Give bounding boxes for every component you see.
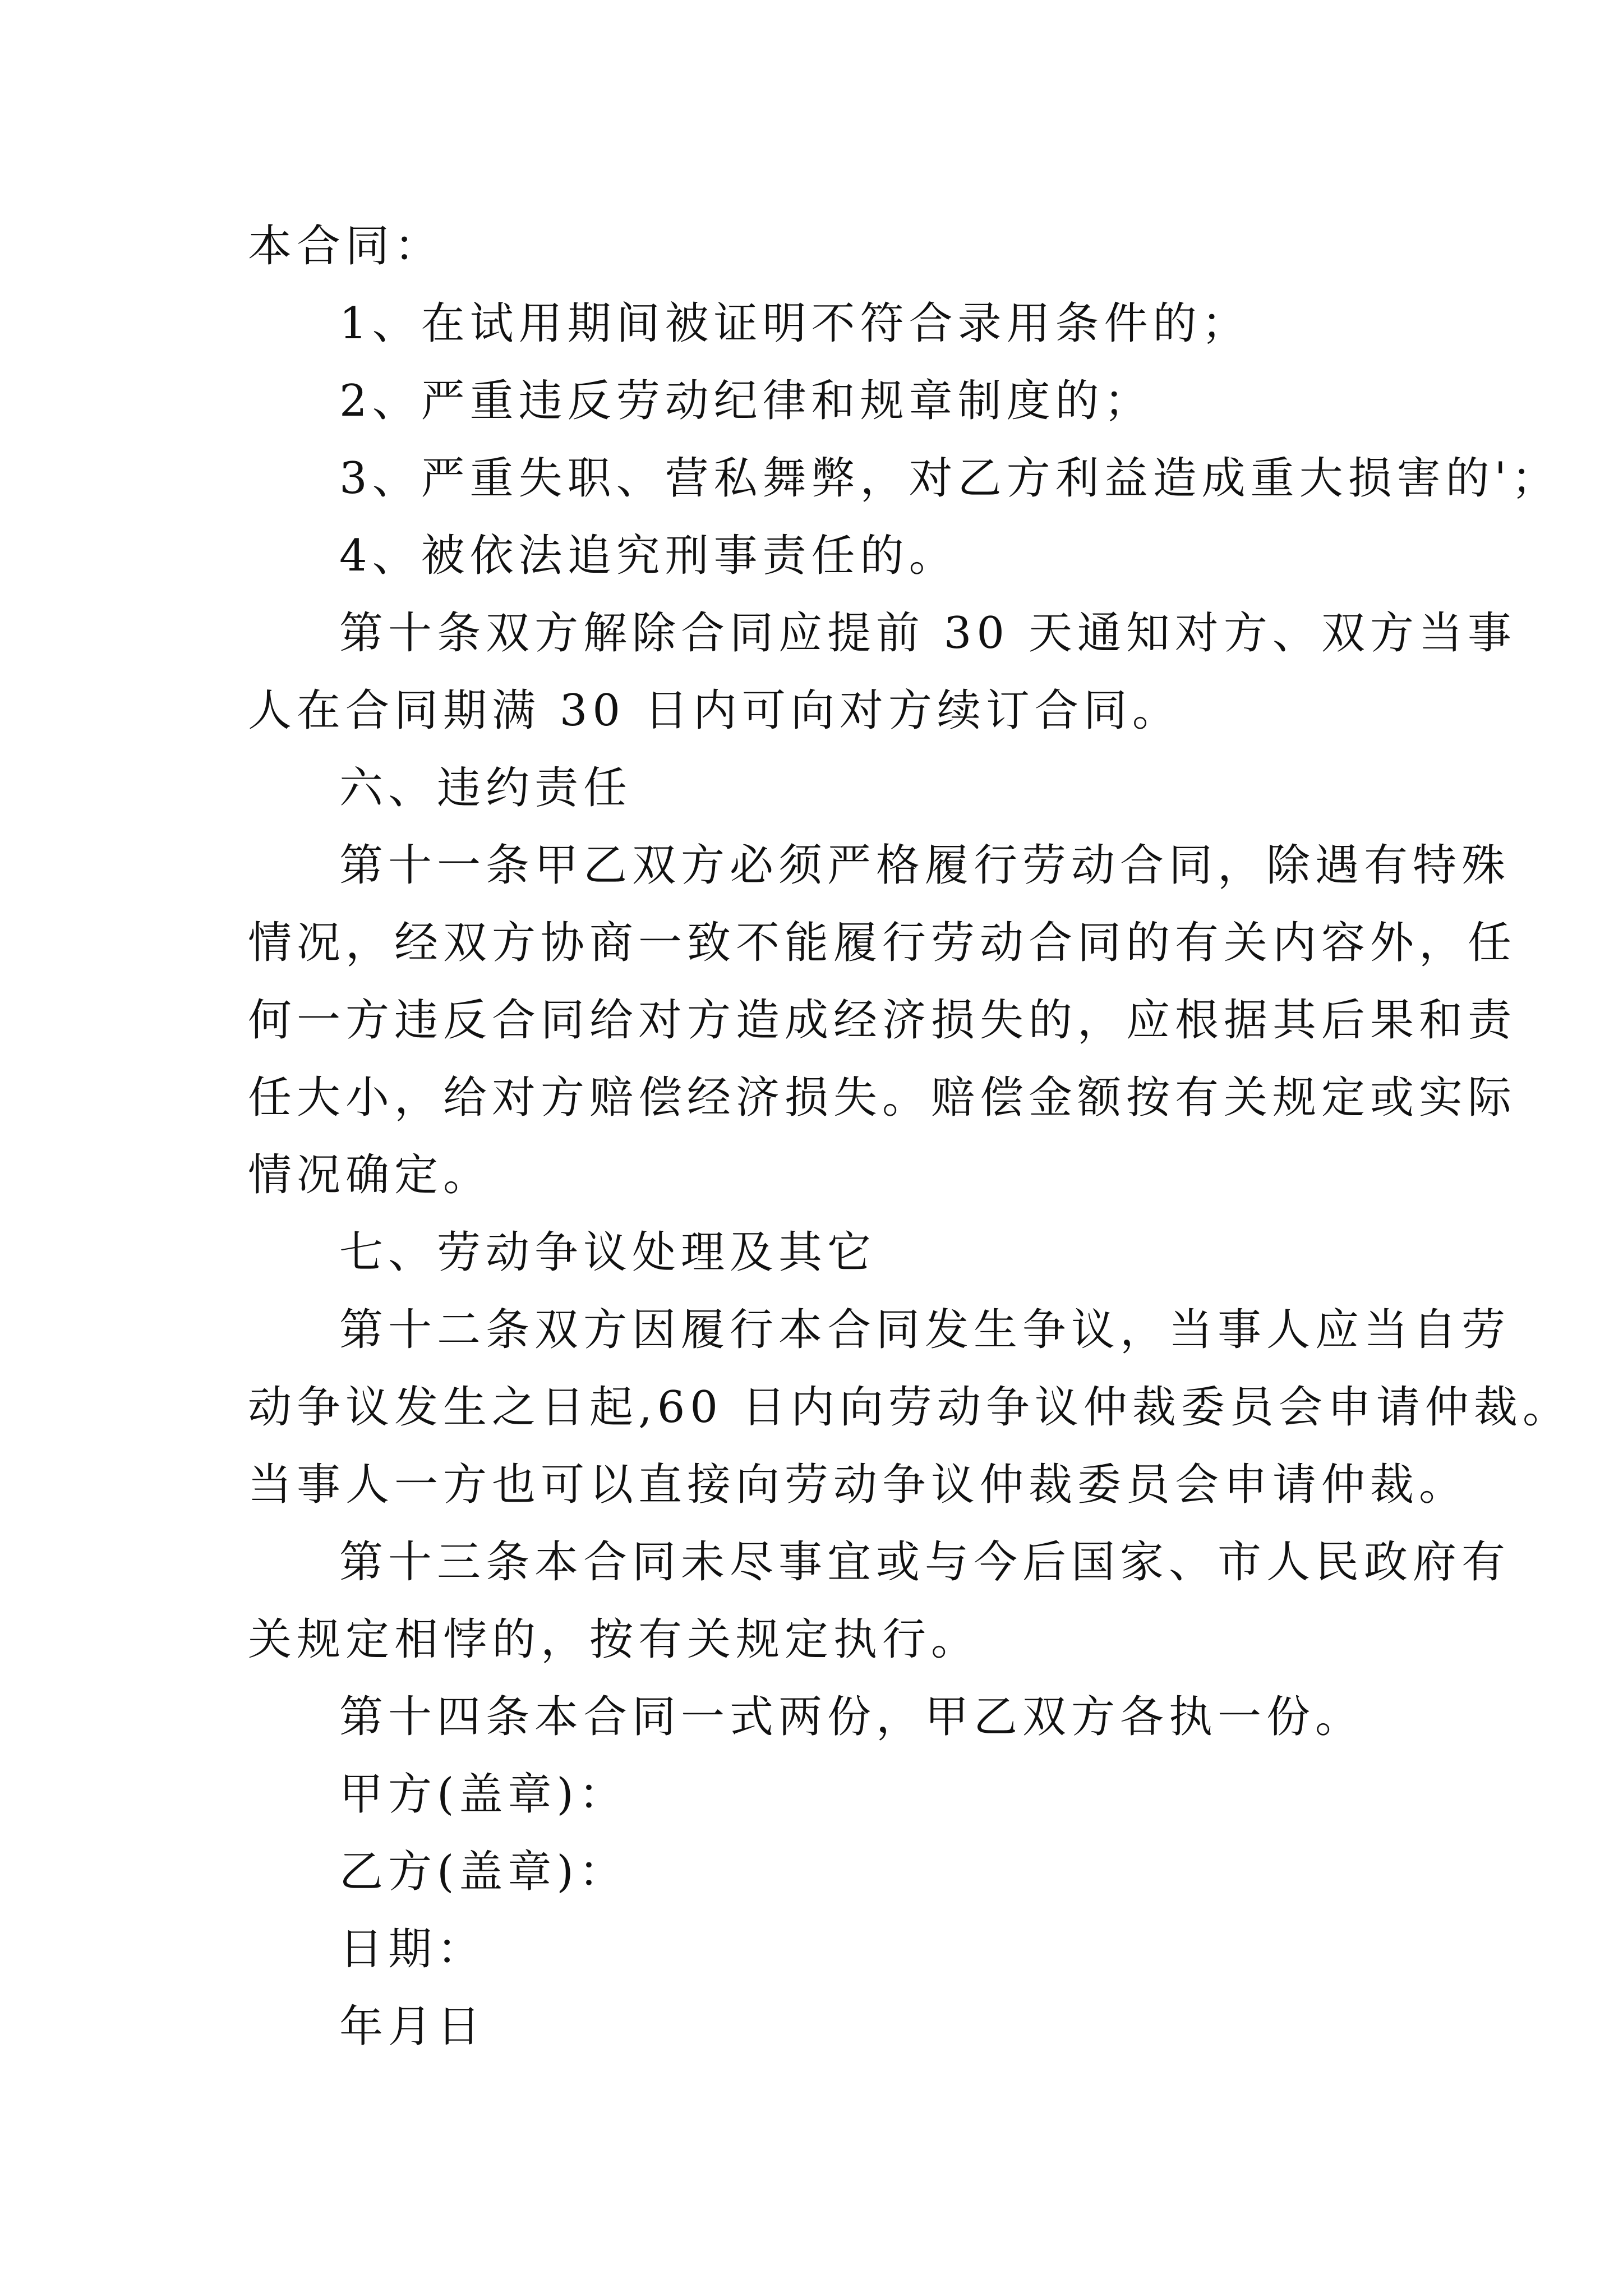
party-a-seal: 甲方(盖章)： bbox=[339, 1769, 628, 1820]
article-11-cont: 情况，经双方协商一致不能履行劳动合同的有关内容外，任 bbox=[248, 918, 1517, 968]
article-12: 第十二条双方因履行本合同发生争议，当事人应当自劳 bbox=[339, 1305, 1511, 1355]
article-11-cont: 任大小，给对方赔偿经济损失。赔偿金额按有关规定或实际 bbox=[248, 1073, 1517, 1123]
party-b-seal: 乙方(盖章)： bbox=[339, 1847, 628, 1897]
clause-item-2: 2、严重违反劳动纪律和规章制度的； bbox=[339, 376, 1153, 426]
article-10: 第十条双方解除合同应提前 30 天通知对方、双方当事 bbox=[339, 608, 1516, 659]
section-heading-breach: 六、违约责任 bbox=[339, 763, 633, 813]
article-11: 第十一条甲乙双方必须严格履行劳动合同，除遇有特殊 bbox=[339, 840, 1511, 891]
clause-item-3: 3、严重失职、营私舞弊，对乙方利益造成重大损害的'； bbox=[339, 453, 1561, 504]
article-10-cont: 人在合同期满 30 日内可向对方续订合同。 bbox=[248, 685, 1181, 736]
document-page bbox=[248, 208, 1571, 2065]
section-heading-disputes: 七、劳动争议处理及其它 bbox=[339, 1227, 877, 1278]
date-placeholder: 年月日 bbox=[339, 2001, 486, 2052]
article-11-cont: 何一方违反合同给对方造成经济损失的，应根据其后果和责 bbox=[248, 995, 1517, 1046]
clause-item-4: 4、被依法追究刑事责任的。 bbox=[339, 531, 958, 581]
clause-item-1: 1、在试用期间被证明不符合录用条件的； bbox=[339, 298, 1251, 349]
article-11-cont: 情况确定。 bbox=[248, 1150, 492, 1200]
article-12-cont: 动争议发生之日起,60 日内向劳动争议仲裁委员会申请仲裁。 bbox=[248, 1382, 1571, 1433]
date-label: 日期： bbox=[339, 1924, 486, 1975]
article-13: 第十三条本合同未尽事宜或与今后国家、市人民政府有 bbox=[339, 1537, 1511, 1588]
text-line: 本合同： bbox=[248, 221, 444, 272]
article-13-cont: 关规定相悖的，按有关规定执行。 bbox=[248, 1614, 980, 1665]
article-12-cont: 当事人一方也可以直接向劳动争议仲裁委员会申请仲裁。 bbox=[248, 1460, 1468, 1510]
article-14: 第十四条本合同一式两份，甲乙双方各执一份。 bbox=[339, 1692, 1364, 1742]
